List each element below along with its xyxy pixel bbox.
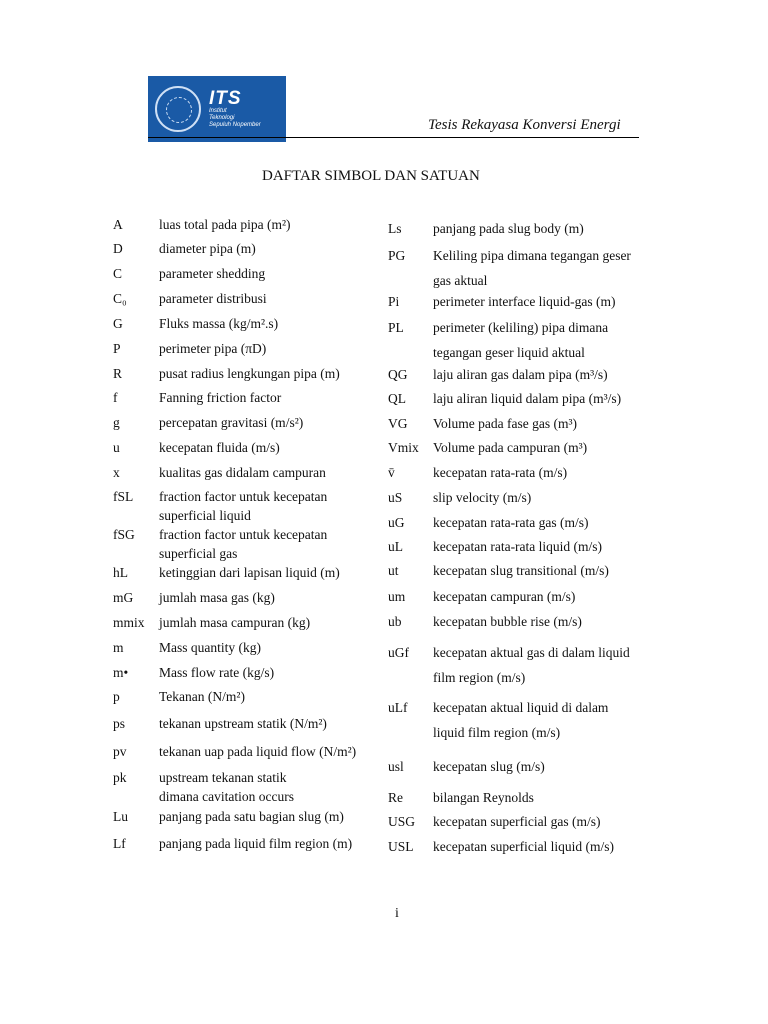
symbol: QG	[388, 367, 408, 382]
description-line: panjang pada slug body (m)	[433, 221, 584, 236]
description-line-continued: superficial liquid	[159, 508, 251, 523]
symbol-description	[159, 589, 275, 606]
symbol: v̄	[388, 465, 395, 480]
symbol: PL	[388, 320, 404, 335]
symbol: ps	[113, 716, 126, 731]
description-line: kecepatan superficial gas (m/s)	[433, 814, 601, 829]
description-line-continued: dimana cavitation occurs	[159, 789, 294, 804]
symbol: Vmix	[388, 440, 419, 455]
description-line: tekanan upstream statik (N/m²)	[159, 716, 327, 731]
symbol-description	[433, 588, 575, 605]
symbol-description	[433, 489, 531, 506]
description-line: bilangan Reynolds	[433, 790, 534, 805]
description-line: parameter distribusi	[159, 291, 267, 306]
description-line: percepatan gravitasi (m/s²)	[159, 415, 304, 430]
symbol-description	[159, 488, 327, 524]
symbol: p	[113, 689, 120, 704]
header-divider	[148, 137, 639, 138]
description-line: Fluks massa (kg/m².s)	[159, 316, 279, 331]
description-line: pusat radius lengkungan pipa (m)	[159, 366, 340, 381]
description-line: upstream tekanan statik	[159, 770, 287, 785]
symbol-description	[159, 526, 327, 562]
description-line: Keliling pipa dimana tegangan geser	[433, 248, 631, 263]
symbol: VG	[388, 416, 408, 431]
symbol: mmix	[113, 615, 145, 630]
symbol-description	[433, 220, 584, 237]
symbol: pv	[113, 744, 127, 759]
description-line-continued: tegangan geser liquid aktual	[433, 345, 585, 360]
description-line: laju aliran gas dalam pipa (m³/s)	[433, 367, 608, 382]
description-line: jumlah masa campuran (kg)	[159, 615, 311, 630]
symbol-description	[159, 365, 340, 382]
symbol-description	[159, 639, 261, 656]
symbol: Ls	[388, 221, 402, 236]
symbol-description	[433, 439, 587, 456]
logo-subtitle-2: Teknologi	[209, 114, 235, 121]
symbol-description	[159, 835, 352, 852]
symbol-description	[159, 664, 274, 681]
symbol: g	[113, 415, 120, 430]
description-line: kecepatan rata-rata gas (m/s)	[433, 515, 589, 530]
symbol-description	[159, 808, 344, 825]
symbol: USG	[388, 814, 416, 829]
symbol: USL	[388, 839, 414, 854]
symbol: uS	[388, 490, 403, 505]
symbol-description	[433, 415, 577, 432]
symbol-description	[433, 464, 567, 481]
logo-text	[209, 87, 261, 129]
symbol-description	[159, 240, 256, 257]
symbol: R	[113, 366, 123, 381]
description-line-continued: gas aktual	[433, 273, 488, 288]
symbol: Pi	[388, 294, 400, 309]
symbol-description	[159, 715, 327, 732]
description-line-continued: liquid film region (m/s)	[433, 725, 561, 740]
description-line: kecepatan rata-rata liquid (m/s)	[433, 539, 603, 554]
symbol-description	[433, 319, 608, 361]
description-line: perimeter (keliling) pipa dimana	[433, 320, 609, 335]
symbol-description	[159, 439, 280, 456]
description-line: fraction factor untuk kecepatan	[159, 489, 328, 504]
description-line: laju aliran liquid dalam pipa (m³/s)	[433, 391, 622, 406]
symbol-description	[159, 340, 266, 357]
symbol: fSG	[113, 527, 135, 542]
description-line: kecepatan slug (m/s)	[433, 759, 545, 774]
description-line: panjang pada liquid film region (m)	[159, 836, 353, 851]
symbol: u	[113, 440, 120, 455]
symbol-description	[159, 614, 310, 631]
description-line: kecepatan superficial liquid (m/s)	[433, 839, 615, 854]
symbol-description	[159, 464, 326, 481]
its-logo	[148, 76, 286, 142]
description-line: ketinggian dari lapisan liquid (m)	[159, 565, 340, 580]
description-line: kecepatan fluida (m/s)	[159, 440, 280, 455]
symbol-description	[433, 293, 616, 310]
description-line: kecepatan rata-rata (m/s)	[433, 465, 568, 480]
description-line: slip velocity (m/s)	[433, 490, 532, 505]
symbol: PG	[388, 248, 406, 263]
description-line: jumlah masa gas (kg)	[159, 590, 275, 605]
symbol: Lf	[113, 836, 126, 851]
symbol-description	[159, 389, 281, 406]
description-line: perimeter interface liquid-gas (m)	[433, 294, 616, 309]
description-line: Tekanan (N/m²)	[159, 689, 245, 704]
page-title: DAFTAR SIMBOL DAN SATUAN	[262, 168, 480, 184]
symbol: A	[113, 217, 123, 232]
symbol-description	[159, 414, 303, 431]
symbol-description	[433, 644, 630, 686]
symbol-description	[159, 564, 340, 581]
description-line: tekanan uap pada liquid flow (N/m²)	[159, 744, 357, 759]
description-line: Fanning friction factor	[159, 390, 282, 405]
description-line: perimeter pipa (πD)	[159, 341, 267, 356]
symbol: P	[113, 341, 121, 356]
page-number: i	[395, 906, 399, 921]
symbol: fSL	[113, 489, 134, 504]
symbol-description	[159, 290, 267, 307]
its-seal-icon	[155, 86, 201, 132]
symbol-description	[433, 838, 614, 855]
symbol: C	[113, 266, 123, 281]
symbol: m•	[113, 665, 129, 680]
logo-subtitle-1: Institut	[209, 107, 227, 114]
symbol: f	[113, 390, 118, 405]
description-line: parameter shedding	[159, 266, 266, 281]
description-line: luas total pada pipa (m²)	[159, 217, 291, 232]
description-line: fraction factor untuk kecepatan	[159, 527, 328, 542]
symbol: mG	[113, 590, 134, 605]
symbol-description	[433, 813, 601, 830]
symbol: uGf	[388, 645, 409, 660]
symbol: usl	[388, 759, 404, 774]
description-line: panjang pada satu bagian slug (m)	[159, 809, 344, 824]
description-line: Volume pada campuran (m³)	[433, 440, 588, 455]
symbol-description	[433, 613, 582, 630]
symbol: C₀	[113, 291, 127, 306]
symbol: Lu	[113, 809, 128, 824]
symbol: uG	[388, 515, 405, 530]
symbol-description	[433, 562, 609, 579]
description-line: Volume pada fase gas (m³)	[433, 416, 578, 431]
symbol-description	[433, 789, 534, 806]
description-line: kecepatan slug transitional (m/s)	[433, 563, 609, 578]
symbol-description	[159, 265, 265, 282]
symbol-description	[433, 758, 545, 775]
description-line: kecepatan aktual gas di dalam liquid	[433, 645, 630, 660]
symbol: D	[113, 241, 123, 256]
description-line: kecepatan campuran (m/s)	[433, 589, 576, 604]
description-line: kualitas gas didalam campuran	[159, 465, 326, 480]
symbol: uL	[388, 539, 403, 554]
description-line-continued: superficial gas	[159, 546, 238, 561]
logo-subtitle-3: Sepuluh Nopember	[209, 121, 261, 128]
description-line-continued: film region (m/s)	[433, 670, 526, 685]
symbol: x	[113, 465, 120, 480]
symbol-description	[433, 390, 621, 407]
symbol-description	[159, 743, 356, 760]
symbol: pk	[113, 770, 127, 785]
symbol: QL	[388, 391, 406, 406]
description-line: Mass quantity (kg)	[159, 640, 261, 655]
symbol: ut	[388, 563, 399, 578]
symbol-description	[433, 699, 608, 741]
symbol: ub	[388, 614, 402, 629]
logo-wordmark: ITS	[209, 87, 242, 109]
symbol-description	[159, 769, 294, 805]
description-line: kecepatan bubble rise (m/s)	[433, 614, 582, 629]
symbol-description	[433, 247, 631, 289]
symbol-description	[159, 688, 245, 705]
running-title: Tesis Rekayasa Konversi Energi	[428, 117, 621, 133]
symbol: m	[113, 640, 124, 655]
symbol: um	[388, 589, 406, 604]
symbol-description	[433, 538, 602, 555]
symbol-description	[433, 514, 589, 531]
symbol: G	[113, 316, 123, 331]
symbol: Re	[388, 790, 403, 805]
symbol-description	[159, 315, 278, 332]
description-line: Mass flow rate (kg/s)	[159, 665, 275, 680]
description-line: diameter pipa (m)	[159, 241, 256, 256]
symbol-description	[433, 366, 608, 383]
symbol-description	[159, 216, 291, 233]
symbol: hL	[113, 565, 128, 580]
description-line: kecepatan aktual liquid di dalam	[433, 700, 609, 715]
symbol: uLf	[388, 700, 408, 715]
